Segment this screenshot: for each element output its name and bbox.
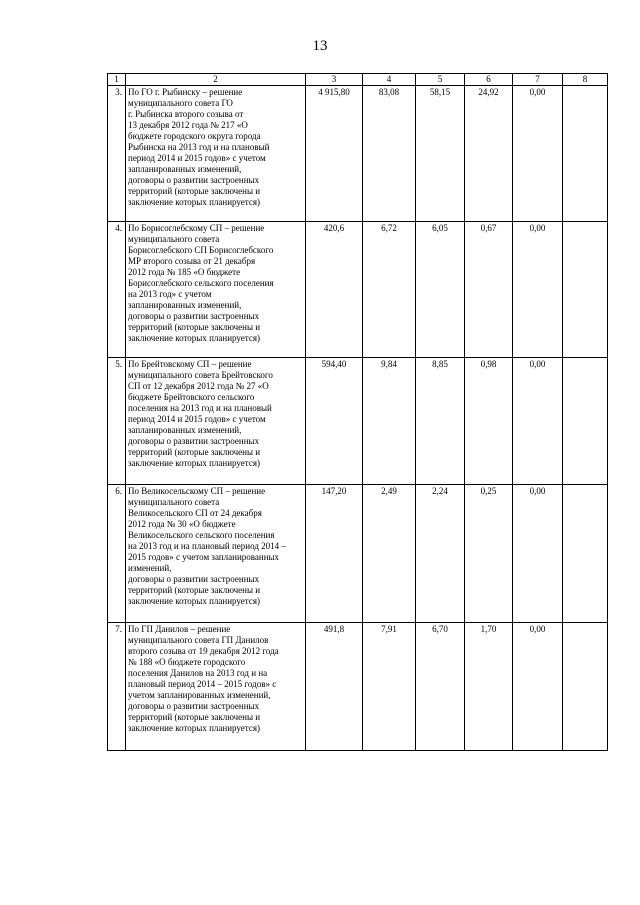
row-description: По Брейтовскому СП – решение муниципального совета Брейтовского СП от 12 декабря 2012 года № 27 «О бюджете Брейтовского сельского поселения на 2013 год и на плановый период 2014 и 2015 годов» с учетом запланированных изменений, договоры о развитии застроенных территорий (которые заключены и заключение которых планируется): [126, 358, 306, 485]
cell-col5: 6,05: [416, 222, 465, 358]
cell-col4: 6,72: [363, 222, 416, 358]
cell-col5: 8,85: [416, 358, 465, 485]
row-description: По Великосельскому СП – решение муниципального совета Великосельского СП от 24 декабря 2012 года № 30 «О бюджете Великосельского сельского поселения на 2013 год и на плановый период 2014 – 2015 годов» с учетом запланированных изменений, договоры о развитии застроенных территорий (которые заключены и заключение которых планируется): [126, 485, 306, 623]
row-description: По Борисоглебскому СП – решение муниципального совета Борисоглебского СП Борисоглебского МР второго созыва от 21 декабря 2012 года № 185 «О бюджете Борисоглебского сельского поселения на 2013 год» с учетом запланированных изменений, договоры о развитии застроенных территорий (которые заключены и заключение которых планируется): [126, 222, 306, 358]
column-header: 8: [563, 74, 608, 86]
cell-col7: 0,00: [513, 222, 563, 358]
cell-col8: [563, 86, 608, 222]
cell-col3: 491,8: [306, 623, 363, 751]
table-row: [108, 623, 608, 751]
cell-col7: 0,00: [513, 623, 563, 751]
cell-col4: 9,84: [363, 358, 416, 485]
cell-col8: [563, 358, 608, 485]
cell-col8: [563, 222, 608, 358]
table-row: [108, 358, 608, 485]
table-row: [108, 485, 608, 623]
table-row: [108, 86, 608, 222]
column-header: 3: [306, 74, 363, 86]
cell-col8: [563, 623, 608, 751]
column-header: 2: [126, 74, 306, 86]
row-number: 4.: [108, 222, 126, 358]
table-row: [108, 222, 608, 358]
cell-col7: 0,00: [513, 358, 563, 485]
header-row: [108, 74, 608, 86]
cell-col7: 0,00: [513, 485, 563, 623]
cell-col3: 4 915,80: [306, 86, 363, 222]
page-number: 13: [312, 38, 328, 54]
column-header: 7: [513, 74, 563, 86]
cell-col4: 2,49: [363, 485, 416, 623]
cell-col3: 147,20: [306, 485, 363, 623]
cell-col8: [563, 485, 608, 623]
row-description: По ГП Данилов – решение муниципального совета ГП Данилов второго созыва от 19 декабря 2012 года № 188 «О бюджете городского поселения Данилов на 2013 год и на плановый период 2014 – 2015 годов» с учетом запланированных изменений, договоры о развитии застроенных территорий (которые заключены и заключение которых планируется): [126, 623, 306, 751]
cell-col6: 0,98: [465, 358, 513, 485]
cell-col3: 420,6: [306, 222, 363, 358]
cell-col4: 83,08: [363, 86, 416, 222]
row-description: По ГО г. Рыбинску – решение муниципального совета ГО г. Рыбинска второго созыва от 13 декабря 2012 года № 217 «О бюджете городского округа города Рыбинска на 2013 год и на плановый период 2014 и 2015 годов» с учетом запланированных изменений, договоры о развитии застроенных территорий (которые заключены и заключение которых планируется): [126, 86, 306, 222]
column-header: 6: [465, 74, 513, 86]
cell-col6: 0,25: [465, 485, 513, 623]
cell-col3: 594,40: [306, 358, 363, 485]
column-header: 4: [363, 74, 416, 86]
cell-col6: 1,70: [465, 623, 513, 751]
cell-col5: 58,15: [416, 86, 465, 222]
cell-col5: 2,24: [416, 485, 465, 623]
cell-col7: 0,00: [513, 86, 563, 222]
row-number: 7.: [108, 623, 126, 751]
row-number: 5.: [108, 358, 126, 485]
row-number: 6.: [108, 485, 126, 623]
data-table: [107, 73, 608, 751]
cell-col6: 0,67: [465, 222, 513, 358]
column-header: 1: [108, 74, 126, 86]
column-header: 5: [416, 74, 465, 86]
cell-col4: 7,91: [363, 623, 416, 751]
cell-col6: 24,92: [465, 86, 513, 222]
cell-col5: 6,70: [416, 623, 465, 751]
row-number: 3.: [108, 86, 126, 222]
